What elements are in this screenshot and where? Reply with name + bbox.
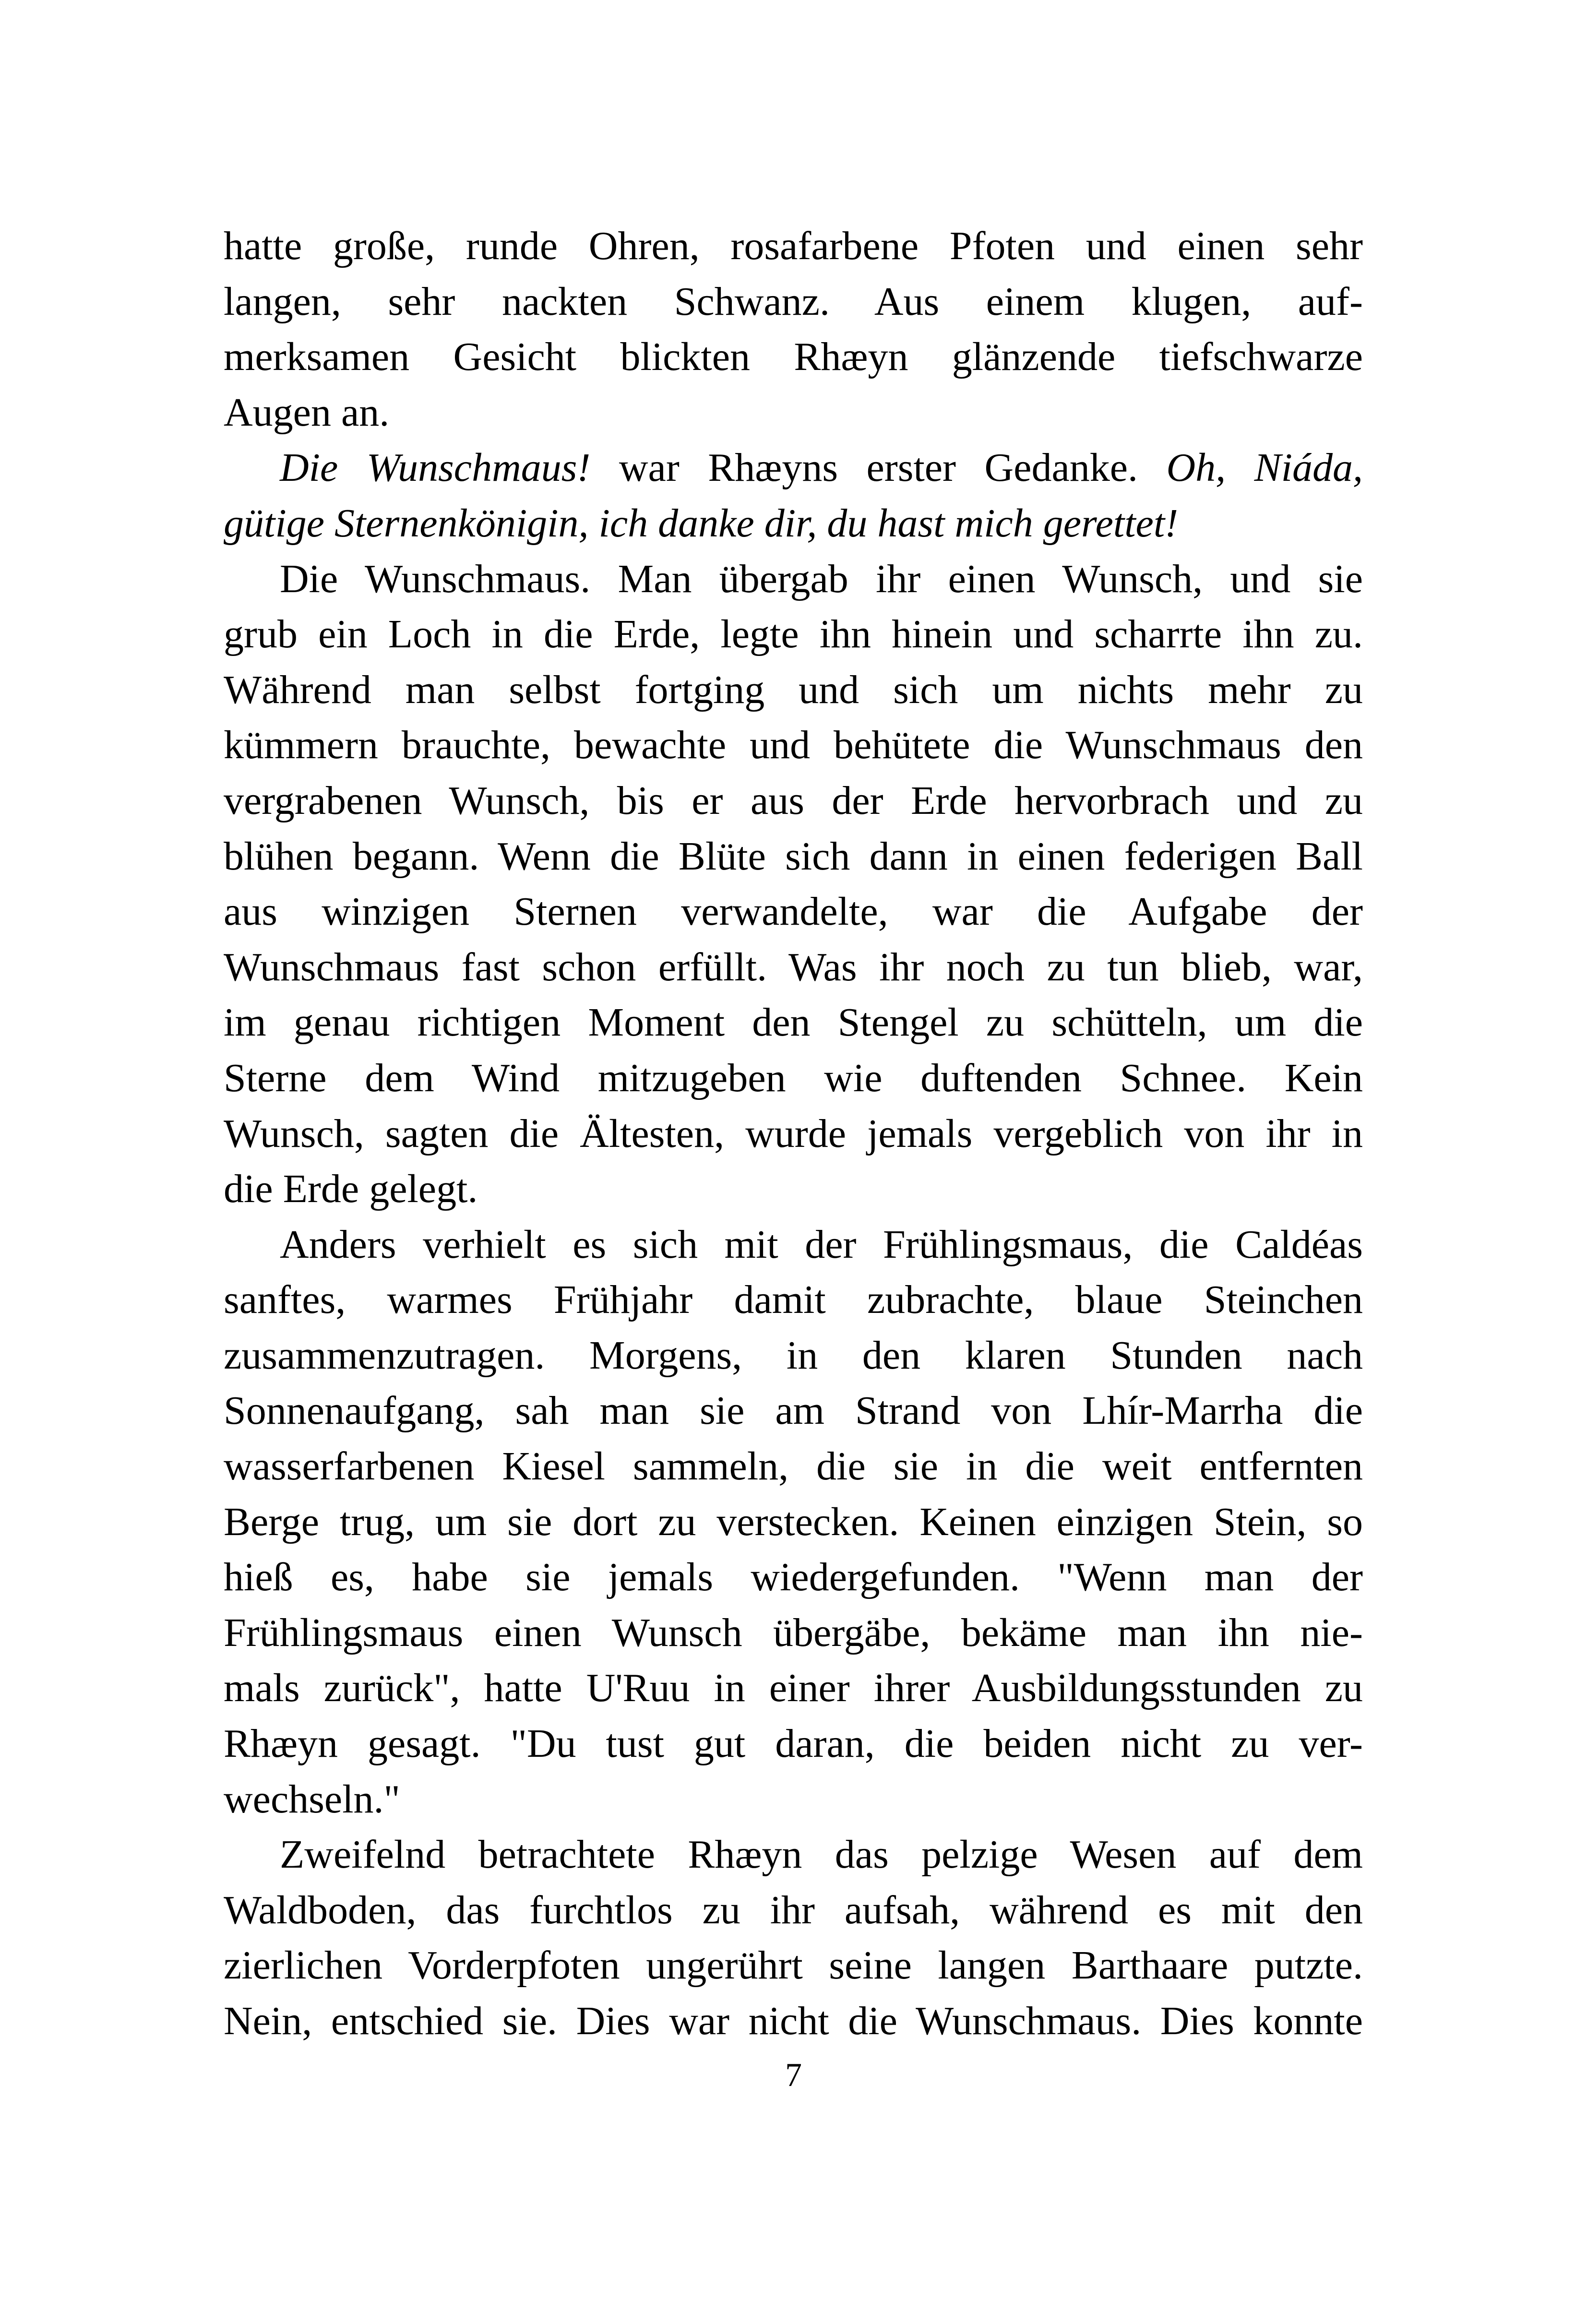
text-line: Waldboden, das furchtlos zu ihr aufsah, während es mit den <box>224 1887 1363 1932</box>
text-line: Zweifelnd betrachtete Rhæyn das pelzige Wesen auf dem <box>280 1832 1363 1877</box>
text-line: wechseln." <box>224 1776 400 1822</box>
text-line: blühen begann. Wenn die Blüte sich dann in einen federigen Ball <box>224 834 1363 879</box>
text-line: Wunsch, sagten die Ältesten, wurde jemals vergeblich von ihr in <box>224 1111 1363 1156</box>
text-line: hieß es, habe sie jemals wiedergefunden. "Wenn man der <box>224 1555 1363 1600</box>
body-text <box>224 218 1363 2049</box>
text-line: Frühlingsmaus einen Wunsch übergäbe, bekäme man ihn nie- <box>224 1610 1363 1655</box>
italic-span: Die Wunschmaus! <box>280 445 591 490</box>
text-line: Rhæyn gesagt. "Du tust gut daran, die beiden nicht zu ver- <box>224 1721 1363 1766</box>
text-line: sanftes, warmes Frühjahr damit zubrachte, blaue Steinchen <box>224 1277 1363 1323</box>
text-line <box>224 496 1363 551</box>
text-line: langen, sehr nackten Schwanz. Aus einem klugen, auf- <box>224 279 1363 324</box>
text-line: Während man selbst fortging und sich um nichts mehr zu <box>224 667 1363 712</box>
text-line: Nein, entschied sie. Dies war nicht die Wunschmaus. Dies konnte <box>224 1999 1363 2043</box>
text-line: im genau richtigen Moment den Stengel zu schütteln, um die <box>224 1000 1363 1045</box>
text-line: zusammenzutragen. Morgens, in den klaren Stunden nach <box>224 1333 1363 1378</box>
page-number: 7 <box>785 2057 802 2094</box>
text-line: mals zurück", hatte U'Ruu in einer ihrer Ausbildungsstunden zu <box>224 1666 1363 1711</box>
text-line: Augen an. <box>224 390 390 435</box>
text-line: merksamen Gesicht blickten Rhæyn glänzende tiefschwarze <box>224 334 1363 380</box>
italic-span: gütige Sternenkönigin, ich danke dir, du hast mich gerettet! <box>224 501 1179 546</box>
text-line: Sterne dem Wind mitzugeben wie duftenden Schnee. Kein <box>224 1055 1363 1100</box>
text-line: zierlichen Vorderpfoten ungerührt seine langen Barthaare putzte. <box>224 1943 1363 1988</box>
text-line: Berge trug, um sie dort zu verstecken. Keinen einzigen Stein, so <box>224 1499 1363 1544</box>
text-line: kümmern brauchte, bewachte und behütete die Wunschmaus den <box>224 723 1363 768</box>
text-line: Anders verhielt es sich mit der Frühlingsmaus, die Caldéas <box>280 1222 1363 1267</box>
text-line: vergrabenen Wunsch, bis er aus der Erde hervorbrach und zu <box>224 778 1363 823</box>
text-line: die Erde gelegt. <box>224 1167 478 1212</box>
text-line <box>224 440 1363 496</box>
text-line: Die Wunschmaus. Man übergab ihr einen Wunsch, und sie <box>280 556 1363 601</box>
italic-span: Oh, Niáda, <box>1166 445 1363 490</box>
text-line: hatte große, runde Ohren, rosafarbene Pfoten und einen sehr <box>224 224 1363 268</box>
text-span: war Rhæyns erster Gedanke. <box>590 445 1167 490</box>
text-line: grub ein Loch in die Erde, legte ihn hinein und scharrte ihn zu. <box>224 612 1363 657</box>
text-line: aus winzigen Sternen verwandelte, war die Aufgabe der <box>224 889 1363 934</box>
text-line: Sonnenaufgang, sah man sie am Strand von Lhír-Marrha die <box>224 1388 1363 1433</box>
text-line: wasserfarbenen Kiesel sammeln, die sie in die weit entfernten <box>224 1444 1363 1489</box>
text-line: Wunschmaus fast schon erfüllt. Was ihr noch zu tun blieb, war, <box>224 944 1363 989</box>
